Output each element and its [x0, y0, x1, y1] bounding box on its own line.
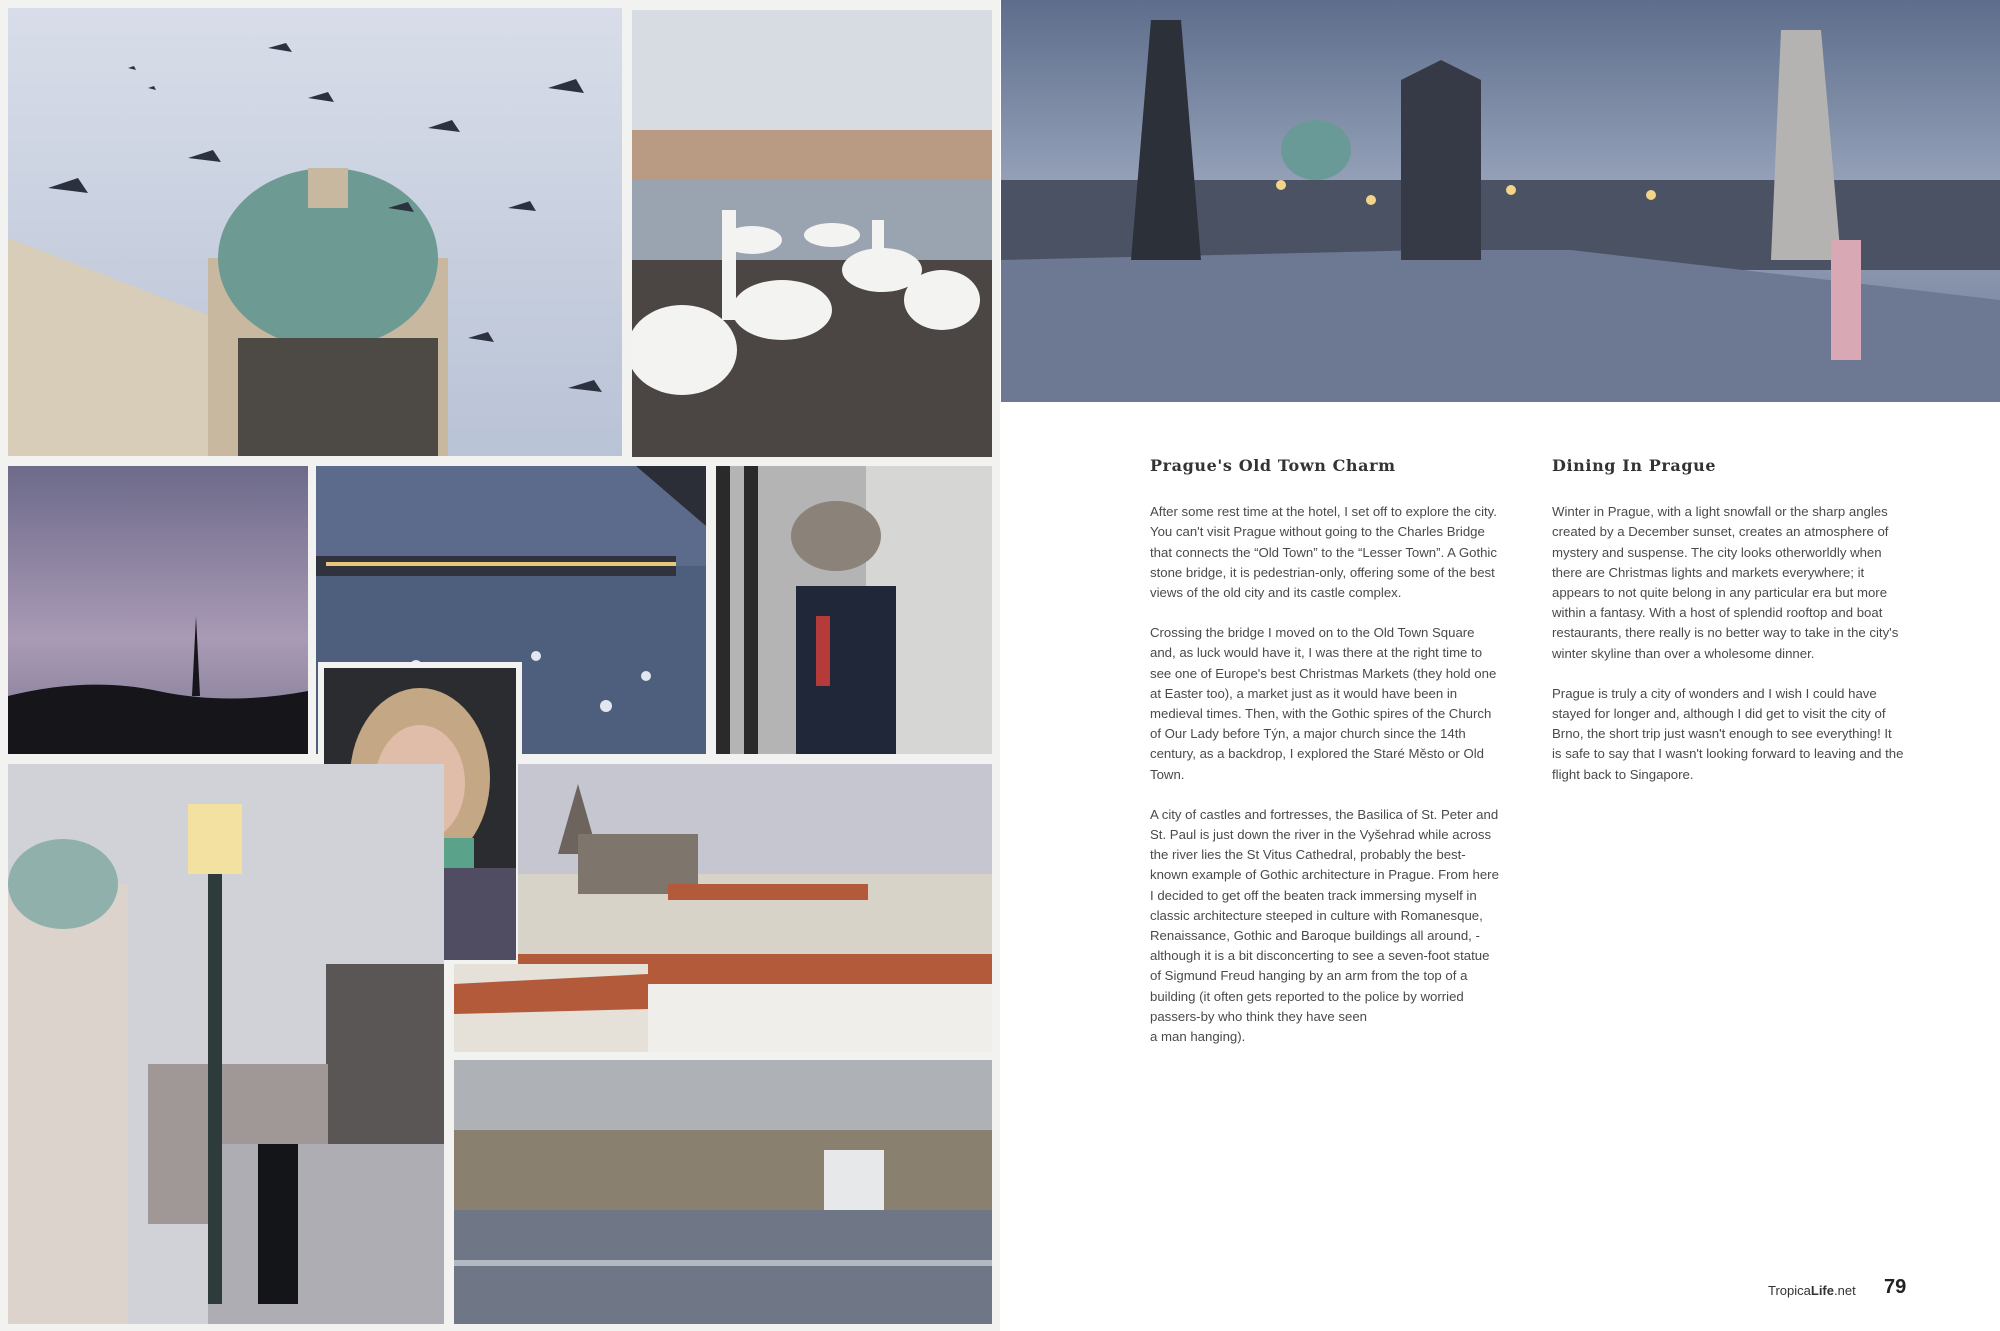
photo-red-roofs — [454, 964, 648, 1052]
paragraph: a man hanging). — [1150, 1029, 1246, 1045]
photo-swans — [632, 10, 992, 457]
site-prefix: Tropica — [1768, 1283, 1811, 1298]
paragraph: Prague is truly a city of wonders and I wish I could have stayed for longer and, although I did get to visit the city of Brno, the short trip just wasn't enough to see everything! It is safe to say that I wasn't looking forward to leaving and the flight back to Singapore. — [1552, 685, 1904, 782]
photo-petrin-dusk — [8, 466, 308, 754]
paragraph: Crossing the bridge I moved on to the Old Town Square and, as luck would have it, I was there at the right time to see one of Europe's best Christmas Markets (they hold one at Easter too), a market just as it would have been in medieval times. Then, with the Gothic spires of the Church of Our Lady before Týn, a major church since the 14th century, as a backdrop, I explored the Staré Město or Old Town. — [1150, 625, 1497, 782]
photo-lamp-post — [8, 764, 444, 1324]
page-number: 79 — [1884, 1276, 1907, 1298]
photo-river — [454, 1060, 992, 1324]
paragraph: A city of castles and fortresses, the Basilica of St. Peter and St. Paul is just down the river in the Vyšehrad while across the river lies the St Vitus Cathedral, probably the best-known example of Gothic architecture in Prague. From here I decided to get off the beaten track immersing myself in classic architecture steeped in culture with Romanesque, Renaissance, Gothic and Baroque buildings all around, - although it is a bit disconcerting to see a seven-foot statue of Sigmund Freud hanging by an arm from the top of a building (it often gets reported to the police by worried passers-by who think they have seen — [1150, 806, 1499, 1024]
photo-hero-bridge — [1001, 0, 2000, 402]
site-suffix: .net — [1834, 1283, 1856, 1298]
article-column-left — [1150, 456, 1502, 1067]
paragraph: After some rest time at the hotel, I set off to explore the city. You can't visit Prague without going to the Charles Bridge that connects the “Old Town” to the “Lesser Town”. A Gothic stone bridge, it is pedestrian-only, offering some of the best views of the old city and its castle complex. — [1150, 504, 1497, 601]
section-heading-dining: Dining In Prague — [1552, 456, 1717, 475]
paragraph: Winter in Prague, with a light snowfall or the sharp angles created by a December sunset, creates an atmosphere of mystery and suspense. The city looks otherworldly when there are Christmas lights and markets everywhere; it appears to not quite belong in any particular era but more within a fantasy. With a host of splendid rooftop and boat restaurants, there really is no better way to take in the city's winter skyline than over a wholesome dinner. — [1552, 504, 1899, 661]
photo-birds-dome — [8, 8, 622, 456]
footer-site-name — [1768, 1283, 1856, 1298]
site-bold: Life — [1810, 1283, 1834, 1298]
section-heading-old-town: Prague's Old Town Charm — [1150, 456, 1396, 475]
photo-guard — [716, 466, 992, 754]
article-column-right — [1552, 456, 1904, 805]
